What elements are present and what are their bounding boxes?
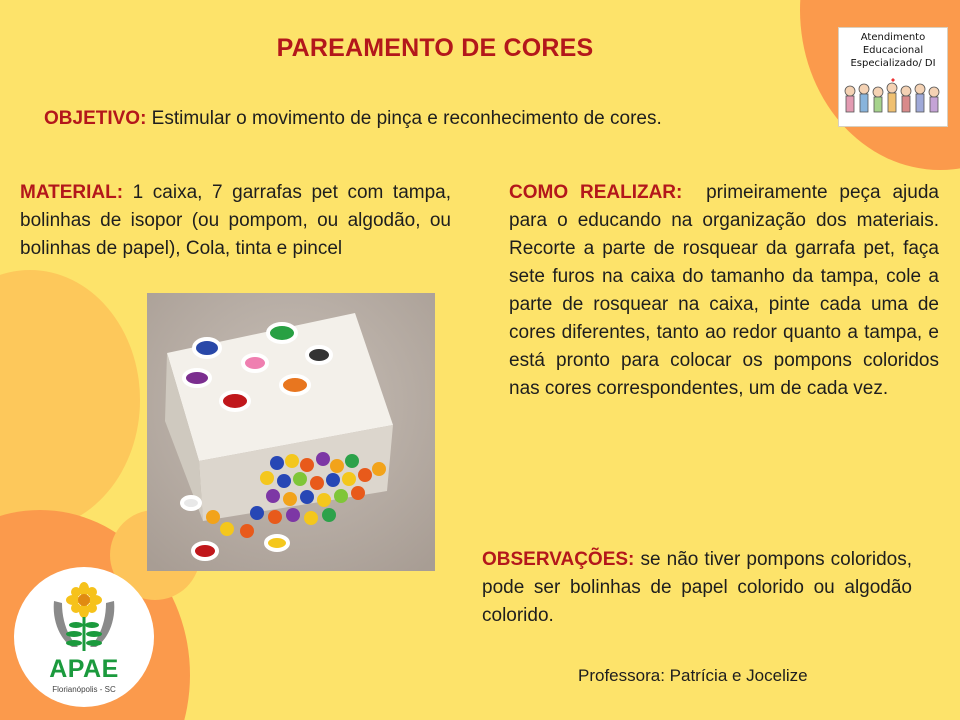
apae-logo-name: APAE	[49, 655, 119, 683]
material-body: 1 caixa, 7 garrafas pet com tampa, bolinhas de isopor (ou pompom, ou algodão, ou bolinhas de papel), Cola, tinta e pincel	[20, 182, 451, 259]
aee-logo-line1: Atendimento	[860, 32, 926, 43]
material-paragraph	[20, 179, 451, 263]
objetivo-text	[44, 108, 662, 130]
observacoes-body: se não tiver pompons coloridos, pode ser bolinhas de papel colorido ou algodão colorido.	[482, 549, 912, 626]
decorative-blob-left	[0, 270, 140, 530]
sunflower-hands-icon	[50, 581, 118, 657]
observacoes-label: OBSERVAÇÕES:	[482, 549, 635, 570]
aee-logo	[838, 27, 948, 127]
objetivo-label: OBJETIVO:	[44, 108, 147, 129]
children-illustration	[842, 77, 944, 123]
apae-logo-city: Florianópolis - SC	[52, 685, 116, 694]
aee-logo-line3: Especializado/ DI	[850, 58, 936, 69]
observacoes-paragraph	[482, 546, 912, 630]
material-label: MATERIAL:	[20, 182, 124, 203]
como-realizar-body: primeiramente peça ajuda para o educando na organização dos materiais. Recorte a parte de rosquear da garrafa pet, faça sete furos na caixa do tamanho da tampa, cole a parte de rosquear na caixa, pinte cada uma de cores diferentes, tanto ao redor quanto a tampa, e está pronto para colocar os pompons coloridos nas cores correspondentes, um de cada vez.	[509, 182, 945, 399]
craft-photo	[147, 293, 435, 571]
apae-logo	[14, 567, 154, 707]
como-realizar-label: COMO REALIZAR:	[509, 182, 683, 203]
como-realizar-paragraph	[509, 179, 945, 403]
objetivo-body: Estimular o movimento de pinça e reconhecimento de cores.	[146, 108, 662, 129]
professora-credit: Professora: Patrícia e Jocelize	[578, 666, 808, 685]
slide-title: PAREAMENTO DE CORES	[276, 34, 594, 62]
aee-logo-line2: Educacional	[862, 45, 924, 56]
